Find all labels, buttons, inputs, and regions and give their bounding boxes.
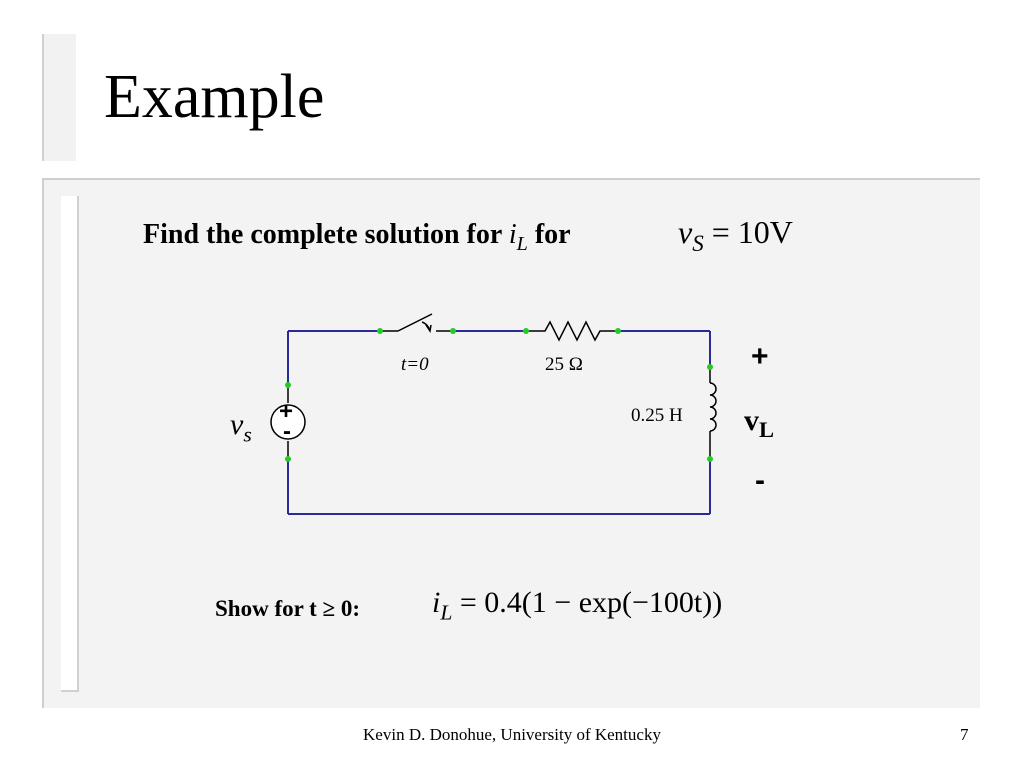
footer-author: Kevin D. Donohue, University of Kentucky (363, 725, 661, 744)
switch-label: t=0 (401, 354, 429, 375)
source-plus-sign: + (279, 398, 294, 425)
connection-nodes (285, 328, 713, 462)
show-for-label: Show for t ≥ 0: (215, 596, 361, 621)
vl-label: $v_L$ (744, 404, 775, 442)
source-equation: $v_S = 10V$ (678, 214, 793, 257)
switch-symbol (380, 314, 453, 331)
vl-minus-sign: - (755, 464, 765, 497)
vl-plus-sign: + (751, 340, 769, 373)
inductor-label: 0.25 H (631, 405, 683, 426)
answer-equation: $i_L = 0.4(1 - \exp(-100t))$ (432, 586, 723, 625)
inductor-symbol (710, 367, 716, 459)
problem-prefix: Find the complete solution for (143, 219, 502, 250)
source-label: $v_s$ (230, 408, 252, 447)
source-minus-sign: - (283, 418, 291, 445)
slide-title: Example (104, 63, 325, 131)
current-variable: $i_L$ (508, 219, 528, 256)
page-number: 7 (960, 725, 969, 744)
problem-for-word: for (534, 219, 571, 250)
resistor-label: 25 Ω (545, 354, 583, 375)
resistor-symbol (526, 322, 618, 340)
